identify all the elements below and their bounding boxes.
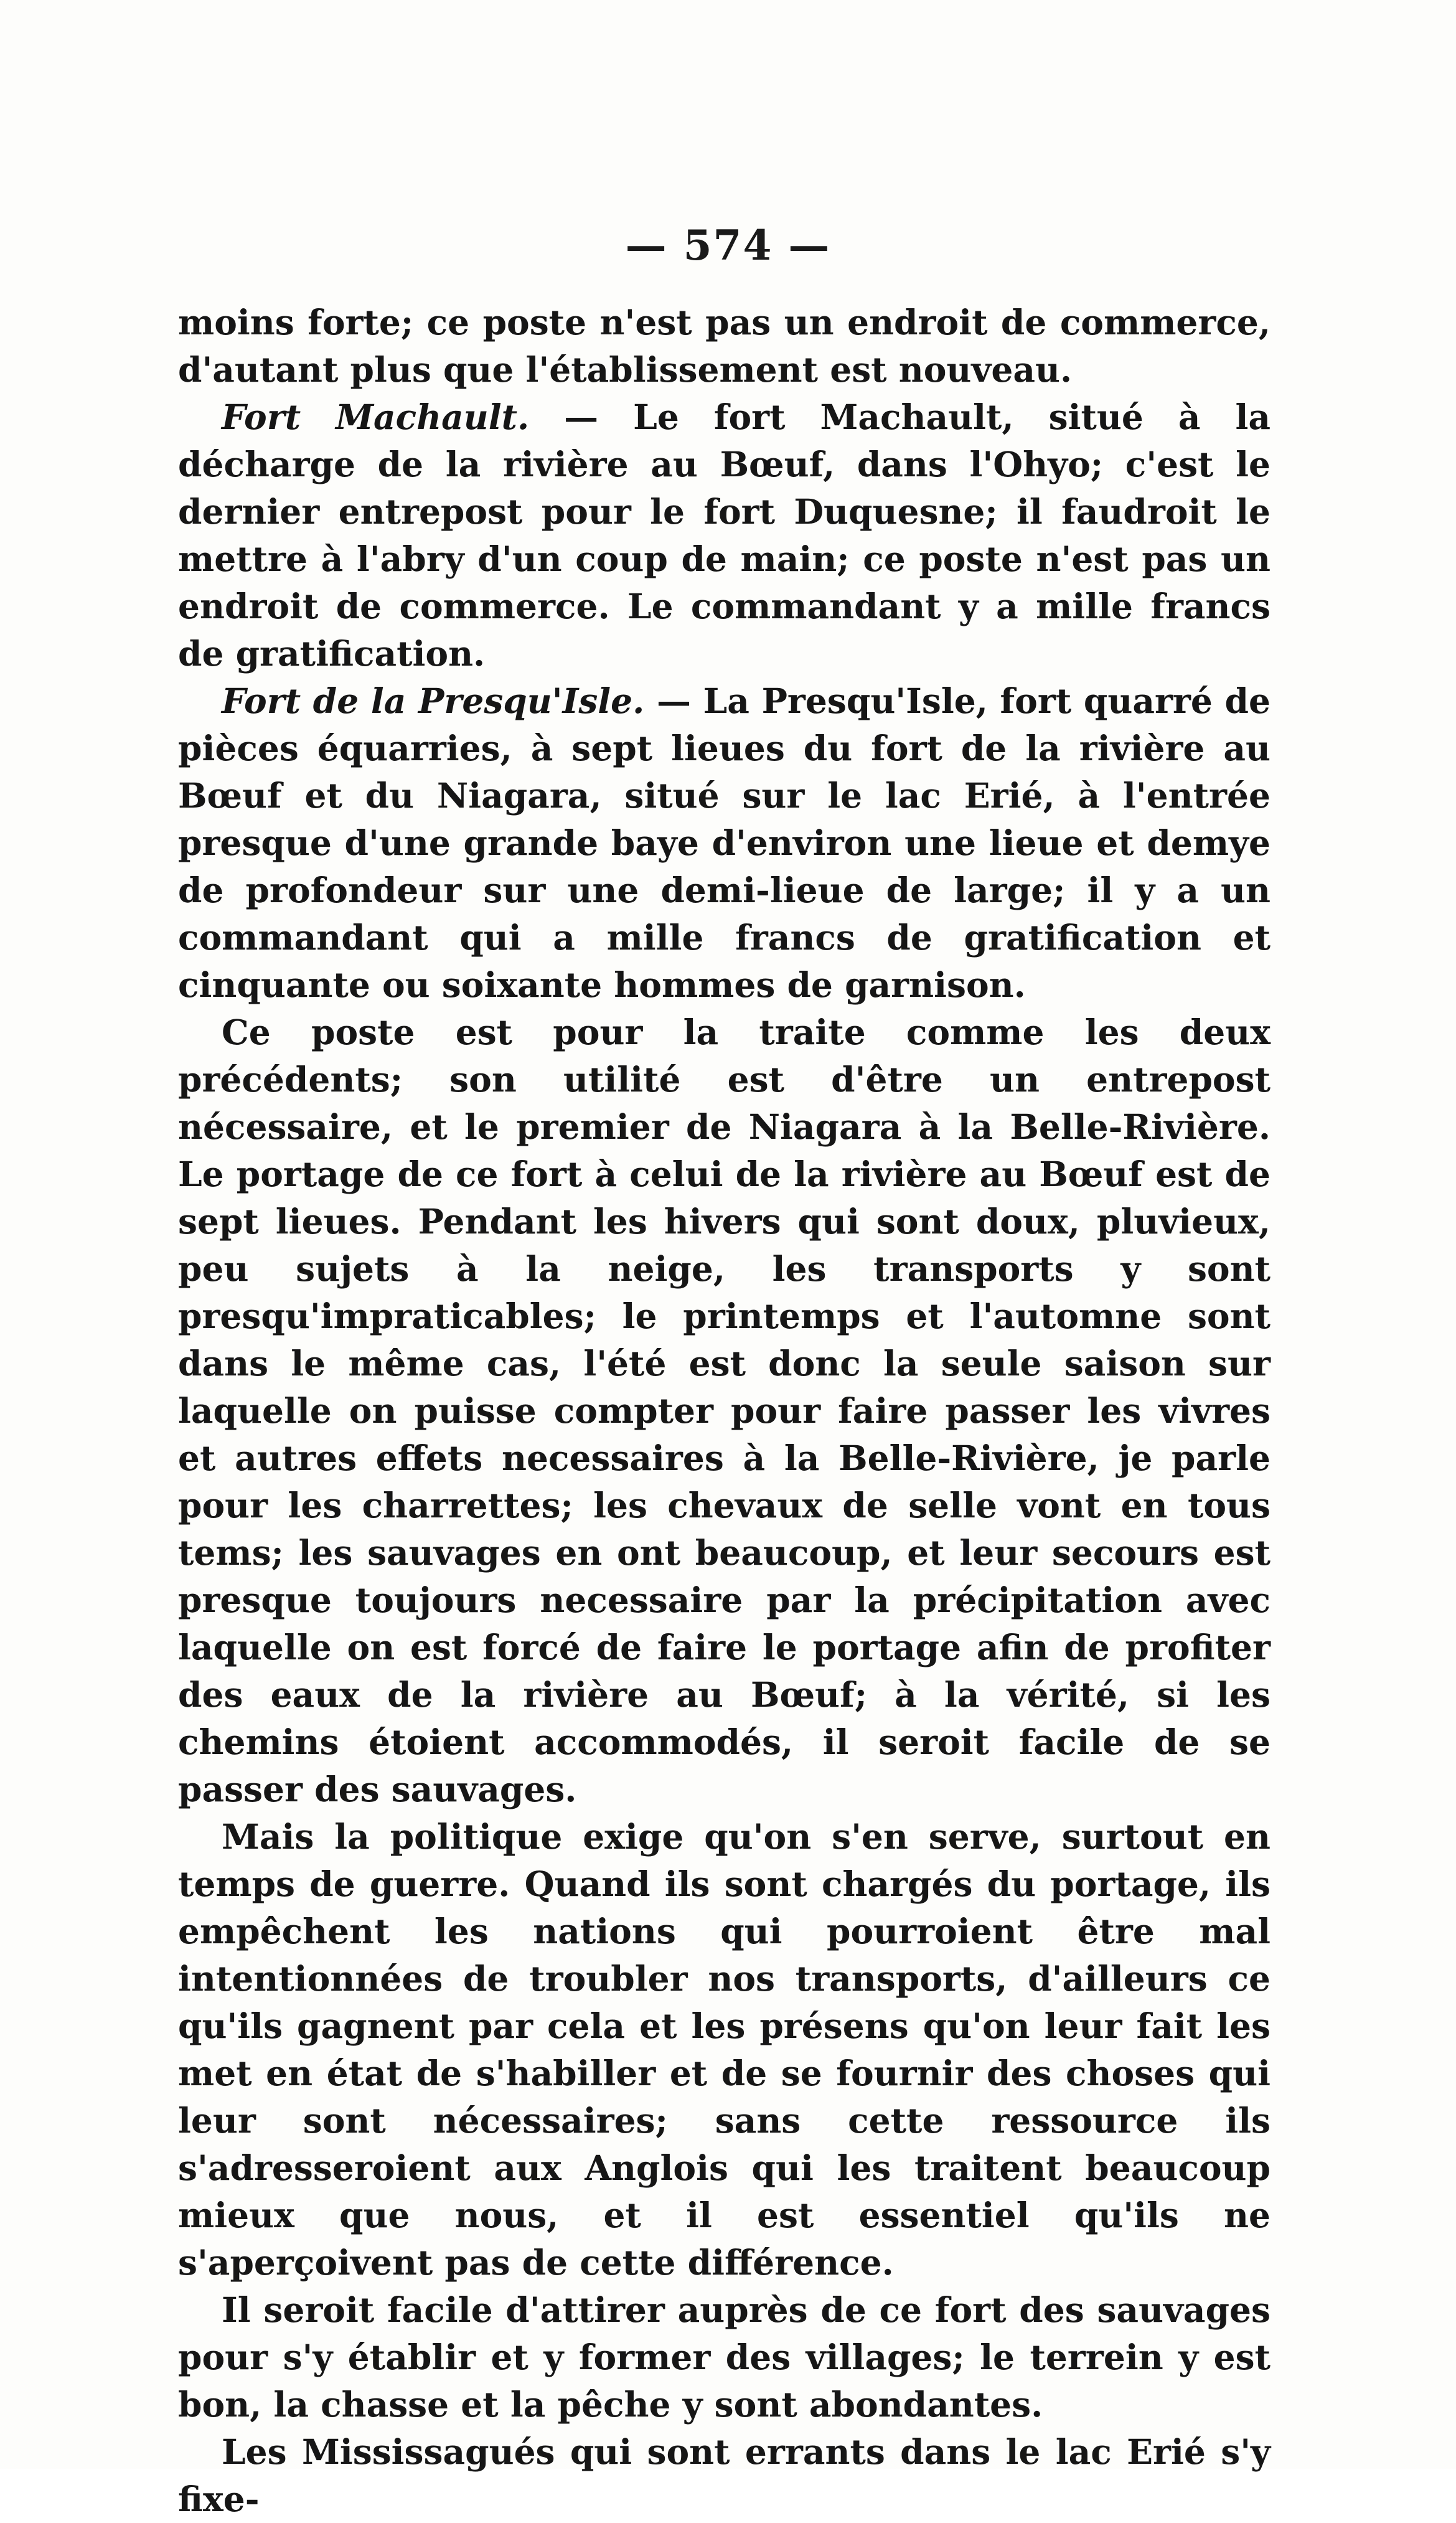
section-title: Fort de la Presqu'Isle.: [222, 681, 645, 721]
paragraph: [178, 1813, 1270, 2286]
paragraph-text: — Le fort Machault, situé à la décharge de la rivière au Bœuf, dans l'Ohyo; c'est le dernier entrepost pour le fort Duquesne; il faudroit le mettre à l'abry d'un coup de main; ce poste n'est pas un endroit de commerce. Le commandant y a mille francs de gratification.: [178, 397, 1270, 674]
paragraph: [178, 299, 1270, 394]
paragraph-fort-presqu-isle: [178, 677, 1270, 1009]
section-title: Fort Machault.: [222, 397, 530, 437]
paragraph-text: moins forte; ce poste n'est pas un endroit de commerce, d'autant plus que l'établissement est nouveau.: [178, 302, 1270, 390]
paragraph: [178, 2428, 1270, 2523]
paragraph-text: Il seroit facile d'attirer auprès de ce fort des sauvages pour s'y établir et y former des villages; le terrein y est bon, la chasse et la pêche y sont abondantes.: [178, 2290, 1270, 2425]
paragraph-text: Mais la politique exige qu'on s'en serve, surtout en temps de guerre. Quand ils sont chargés du portage, ils empêchent les nations qui pourroient être mal intentionnées de troubler nos transports, d'ailleurs ce qu'ils gagnent par cela et les présens qu'on leur fait les met en état de s'habiller et de se fournir des choses qui leur sont nécessaires; sans cette ressource ils s'adresseroient aux Anglois qui les traitent beaucoup mieux que nous, et il est essentiel qu'ils ne s'aperçoivent pas de cette différence.: [178, 1816, 1270, 2283]
paragraph-fort-machault: [178, 394, 1270, 677]
paragraph: [178, 1009, 1270, 1813]
body-text: [178, 299, 1270, 2523]
paragraph-text: Ce poste est pour la traite comme les deux précédents; son utilité est d'être un entrepost nécessaire, et le premier de Niagara à la Belle-Rivière. Le portage de ce fort à celui de la rivière au Bœuf est de sept lieues. Pendant les hivers qui sont doux, pluvieux, peu sujets à la neige, les transports y sont presqu'impraticables; le printemps et l'automne sont dans le même cas, l'été est donc la seule saison sur laquelle on puisse compter pour faire passer les vivres et autres effets necessaires à la Belle-Rivière, je parle pour les charrettes; les chevaux de selle vont en tous tems; les sauvages en ont beaucoup, et leur secours est presque toujours necessaire par la précipitation avec laquelle on est forcé de faire le portage afin de profiter des eaux de la rivière au Bœuf; à la vérité, si les chemins étoient accommodés, il seroit facile de se passer des sauvages.: [178, 1012, 1270, 1809]
paragraph-text: Les Mississagués qui sont errants dans le lac Erié s'y fixe-: [178, 2431, 1270, 2519]
paragraph: [178, 2286, 1270, 2428]
page-number: — 574 —: [625, 221, 831, 270]
paragraph-text: — La Presqu'Isle, fort quarré de pièces équarries, à sept lieues du fort de la rivière au Bœuf et du Niagara, situé sur le lac Erié, à l'entrée presque d'une grande baye d'environ une lieue et demye de profondeur sur une demi-lieue de large; il y a un commandant qui a mille francs de gratification et cinquante ou soixante hommes de garnison.: [178, 681, 1270, 1005]
